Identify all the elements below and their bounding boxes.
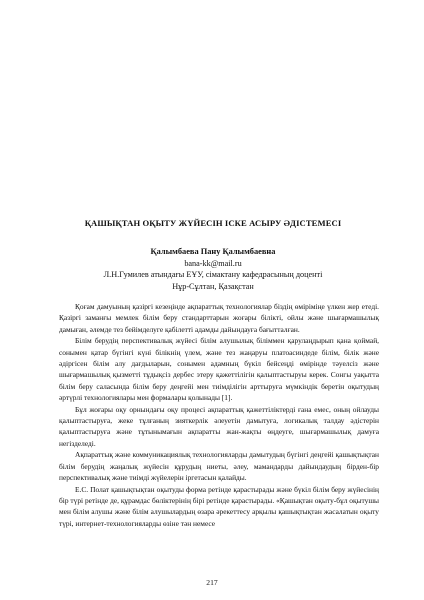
- body-paragraph: Қоғам дамуының қазіргі кезеңінде ақпараттық технологиялар біздің өміріміңе үлкен жер етеді. Қазіргі заманғы мемлек білім беру стандарттарын жоғары білікті, ойлы және шығармашылық дамыған, әлемде тез бейімделуге қабілетті адамды дайындауға бағытталған.: [59, 302, 379, 334]
- body-paragraph: Білім берудің перспективалық жүйесі білім алушылық біліммен қарулаңдырып қана қоймай, сонымен қатар бүгінгі күні білікнің үлем, және тез жаңаруы платоасиндеде білім, білік және әдіргісен білім алу дағдыларын, сонымен адамның бүкіл бейсеңді өмірінде тәуелсіз және шығармашылық қызметті тұдықсіз дербес этеру қажеттілігін қалыптастыруы керек. Сонгы уақытта білім беру саласында білім беру деңгейі мен тиімділігін арттыруға мүмкіндік беретін оқытудың әртүрлі технологиялары мен формалары қолынады [1].: [59, 336, 379, 403]
- author-email: bana-kk@mail.ru: [184, 259, 242, 268]
- paper-title: ҚАШЫҚТАН ОҚЫТУ ЖҮЙЕСІН ІСКЕ АСЫРУ ӘДІСТЕМЕСІ: [84, 218, 342, 228]
- author-location: Нұр-Сұлтан, Қазақстан: [172, 282, 254, 291]
- author-affiliation: Л.Н.Гумилев атындағы ЕҰУ, сімактану кафедрасының доценті: [103, 270, 323, 279]
- author-name: Қалымбаева Пану Қалымбаевна: [150, 247, 276, 256]
- body-paragraph: Бұл жоғары оқу орнындағы оқу процесі ақпараттық қажеттіліктерді ғана емес, оның ойлауды қалыптастыруға, жеке тұлғаның зияткерлік әлеуетін дамытуға, логикалық талдау әдістерін қалыптастыруға және тұтынымағын ақпаратты жан-жақты өңдеуге, шығармашылық дамуға негізделеді.: [59, 404, 379, 448]
- body-paragraph: Ақпараттық және коммуникациялық технологияларды дамытудың бүгінгі деңгейі қашықтықтан білім берудің жаңалық жүйесін құрудың ниеты, әлеу, мамандарды дайындаудың бірден-бір перспективалық және тиімді жүйелерін іргетасын қалайды.: [59, 450, 379, 483]
- body-paragraph: Е.С. Полат қашықтықтан оқытуды форма ретінде қарастырады және бүкіл білім беру жүйесінің бір түрі ретінде де, құрамдас бөліктерінің бірі ретінде қарастырады. «Қашықтан оқыту-бұл оқытушы мен білім алушы және білім алушылардың өзара әрекеттесу арқылы қашықтықтан жасалатын оқыту түрі, интернет-технологияларды өзіне тән немесе: [59, 484, 379, 528]
- page-number: 217: [206, 578, 218, 587]
- paper-body: [59, 301, 379, 529]
